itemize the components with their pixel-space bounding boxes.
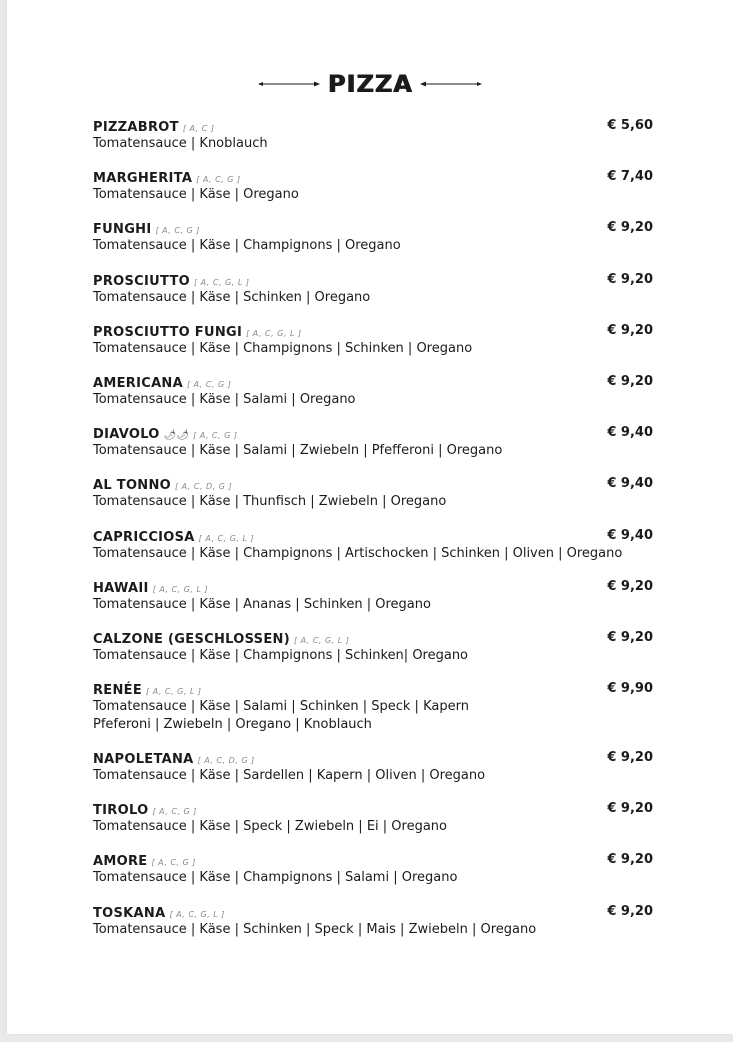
menu-item xyxy=(93,800,653,851)
menu-item-description: Tomatensauce | Käse | Salami | Zwiebeln | Pfefferoni | Oregano xyxy=(93,443,503,459)
menu-item-name: PIZZABROT xyxy=(93,120,179,135)
menu-item-description: Tomatensauce | Käse | Salami | Schinken | Speck | Kapern xyxy=(93,699,469,715)
menu-item-header xyxy=(93,800,653,818)
menu-item-name: AMORE xyxy=(93,854,148,870)
left-arrow-ornament xyxy=(258,80,320,88)
menu-item-description: Tomatensauce | Käse | Thunfisch | Zwiebeln | Oregano xyxy=(93,494,447,510)
menu-item-name: RENÉE xyxy=(93,683,143,699)
menu-item-description: Tomatensauce | Käse | Champignons | Oregano xyxy=(93,238,401,254)
menu-item-description: Pfeferoni | Zwiebeln | Oregano | Knoblauch xyxy=(93,716,372,732)
page-title: PIZZA xyxy=(327,70,413,98)
menu-item-description: Tomatensauce | Käse | Schinken | Speck | Mais | Zwiebeln | Oregano xyxy=(93,921,537,937)
menu-item-price: € 9,20 xyxy=(607,750,653,766)
menu-item-price: € 9,90 xyxy=(607,681,653,697)
menu-item-header xyxy=(93,680,653,698)
menu-item-allergens: [ A, C, G ] xyxy=(155,226,200,236)
menu-item-description: Tomatensauce | Knoblauch xyxy=(93,136,268,151)
menu-item-allergens: [ A, C, G ] xyxy=(193,431,238,441)
menu-item-header xyxy=(93,219,653,237)
menu-item-allergens: [ A, C, G, L ] xyxy=(152,584,209,594)
menu-item-price: € 9,20 xyxy=(607,801,653,817)
menu-item-header xyxy=(93,475,653,493)
menu-item-description: Tomatensauce | Käse | Champignons | Artischocken | Schinken | Oliven | Oregano xyxy=(93,545,623,561)
menu-item-description: Tomatensauce | Käse | Champignons | Schinken| Oregano xyxy=(93,647,469,663)
menu-item-price: € 9,40 xyxy=(607,527,653,543)
menu-item xyxy=(93,373,653,424)
menu-item-price: € 9,20 xyxy=(607,322,653,338)
menu-item-allergens: [ A, C, G ] xyxy=(186,379,232,389)
menu-item-description: Tomatensauce | Käse | Sardellen | Kapern | Oliven | Oregano xyxy=(93,768,486,784)
menu-item-price: € 5,60 xyxy=(607,118,653,133)
menu-item-description: Tomatensauce | Käse | Speck | Zwiebeln | Ei | Oregano xyxy=(93,819,447,835)
menu-item-price: € 9,40 xyxy=(607,476,653,492)
menu-item xyxy=(93,903,653,954)
menu-item-header xyxy=(93,749,653,767)
menu-item-name: NAPOLETANA xyxy=(93,752,194,768)
menu-item-name: TIROLO xyxy=(93,803,149,819)
menu-item-description: Tomatensauce | Käse | Champignons | Schinken | Oregano xyxy=(93,340,473,356)
menu-item-price: € 7,40 xyxy=(607,169,653,185)
menu-item-header xyxy=(93,373,653,391)
menu-item-allergens: [ A, C, G, L ] xyxy=(169,909,225,919)
menu-item-description: Tomatensauce | Käse | Oregano xyxy=(93,187,299,203)
menu-item-allergens: [ A, C, G, L ] xyxy=(193,277,250,287)
menu-item xyxy=(93,168,653,219)
menu-page xyxy=(7,0,733,1034)
menu-item-description: Tomatensauce | Käse | Ananas | Schinken | Oregano xyxy=(93,596,431,612)
menu-item xyxy=(93,578,653,629)
menu-item-name: AL TONNO xyxy=(93,478,172,494)
menu-item-price: € 9,20 xyxy=(607,903,653,919)
menu-item-header xyxy=(93,578,653,596)
menu-item-allergens: [ A, C, G ] xyxy=(196,175,241,185)
menu-item-allergens: [ A, C, D, G ] xyxy=(197,756,255,766)
menu-item xyxy=(93,117,653,168)
chili-icon: 🌶🌶 xyxy=(163,430,190,442)
menu-item-allergens: [ A, C, G ] xyxy=(152,807,197,817)
menu-item xyxy=(93,424,653,475)
menu-item-price: € 9,40 xyxy=(607,425,653,441)
menu-item-header xyxy=(93,903,653,921)
menu-item-header xyxy=(93,168,653,186)
menu-item-price: € 9,20 xyxy=(607,271,653,287)
menu-item-header xyxy=(93,527,653,545)
menu-item-allergens: [ A, C, G, L ] xyxy=(246,328,302,338)
menu-item-header xyxy=(93,629,653,647)
menu-item-description: Tomatensauce | Käse | Schinken | Oregano xyxy=(93,289,371,305)
menu-item xyxy=(93,271,653,322)
menu-item-name: HAWAII xyxy=(93,580,149,596)
menu-heading xyxy=(7,70,733,98)
menu-item-allergens: [ A, C, D, G ] xyxy=(175,482,233,492)
menu-item-header xyxy=(93,424,653,442)
menu-item-price: € 9,20 xyxy=(607,220,653,236)
menu-item-name: CALZONE (GESCHLOSSEN) xyxy=(93,631,290,647)
right-arrow-ornament xyxy=(420,80,482,88)
menu-item-name: FUNGHI xyxy=(93,222,152,238)
menu-item-name: TOSKANA xyxy=(93,905,166,921)
menu-item xyxy=(93,219,653,270)
menu-item-header xyxy=(93,851,653,869)
menu-item-name: AMERICANA xyxy=(93,375,183,391)
menu-item-description: Tomatensauce | Käse | Salami | Oregano xyxy=(93,391,356,407)
menu-item-allergens: [ A, C, G, L ] xyxy=(293,635,350,645)
menu-item-price: € 9,20 xyxy=(607,373,653,389)
menu-item-header xyxy=(93,322,653,340)
menu-item-header xyxy=(93,271,653,289)
menu-item-name: DIAVOLO xyxy=(93,427,160,443)
menu-item-allergens: [ A, C, G ] xyxy=(151,858,196,868)
menu-item-allergens: [ A, C ] xyxy=(182,124,215,133)
menu-item-price: € 9,20 xyxy=(607,578,653,594)
menu-item-name: PROSCIUTTO FUNGI xyxy=(93,324,243,340)
menu-item xyxy=(93,680,653,749)
menu-item-description: Tomatensauce | Käse | Champignons | Salami | Oregano xyxy=(93,870,458,886)
pizza-list xyxy=(93,117,653,954)
menu-item-allergens: [ A, C, G, L ] xyxy=(146,687,202,697)
menu-item-name: PROSCIUTTO xyxy=(93,273,190,289)
menu-item-price: € 9,20 xyxy=(607,852,653,868)
menu-item xyxy=(93,475,653,526)
menu-item-name: CAPRICCIOSA xyxy=(93,529,195,545)
menu-item-allergens: [ A, C, G, L ] xyxy=(198,533,255,543)
menu-item xyxy=(93,749,653,800)
menu-item xyxy=(93,527,653,578)
menu-item-price: € 9,20 xyxy=(607,629,653,645)
menu-item xyxy=(93,629,653,680)
menu-item xyxy=(93,322,653,373)
menu-item-name: MARGHERITA xyxy=(93,171,193,187)
menu-item xyxy=(93,851,653,902)
menu-item-header xyxy=(93,117,653,135)
